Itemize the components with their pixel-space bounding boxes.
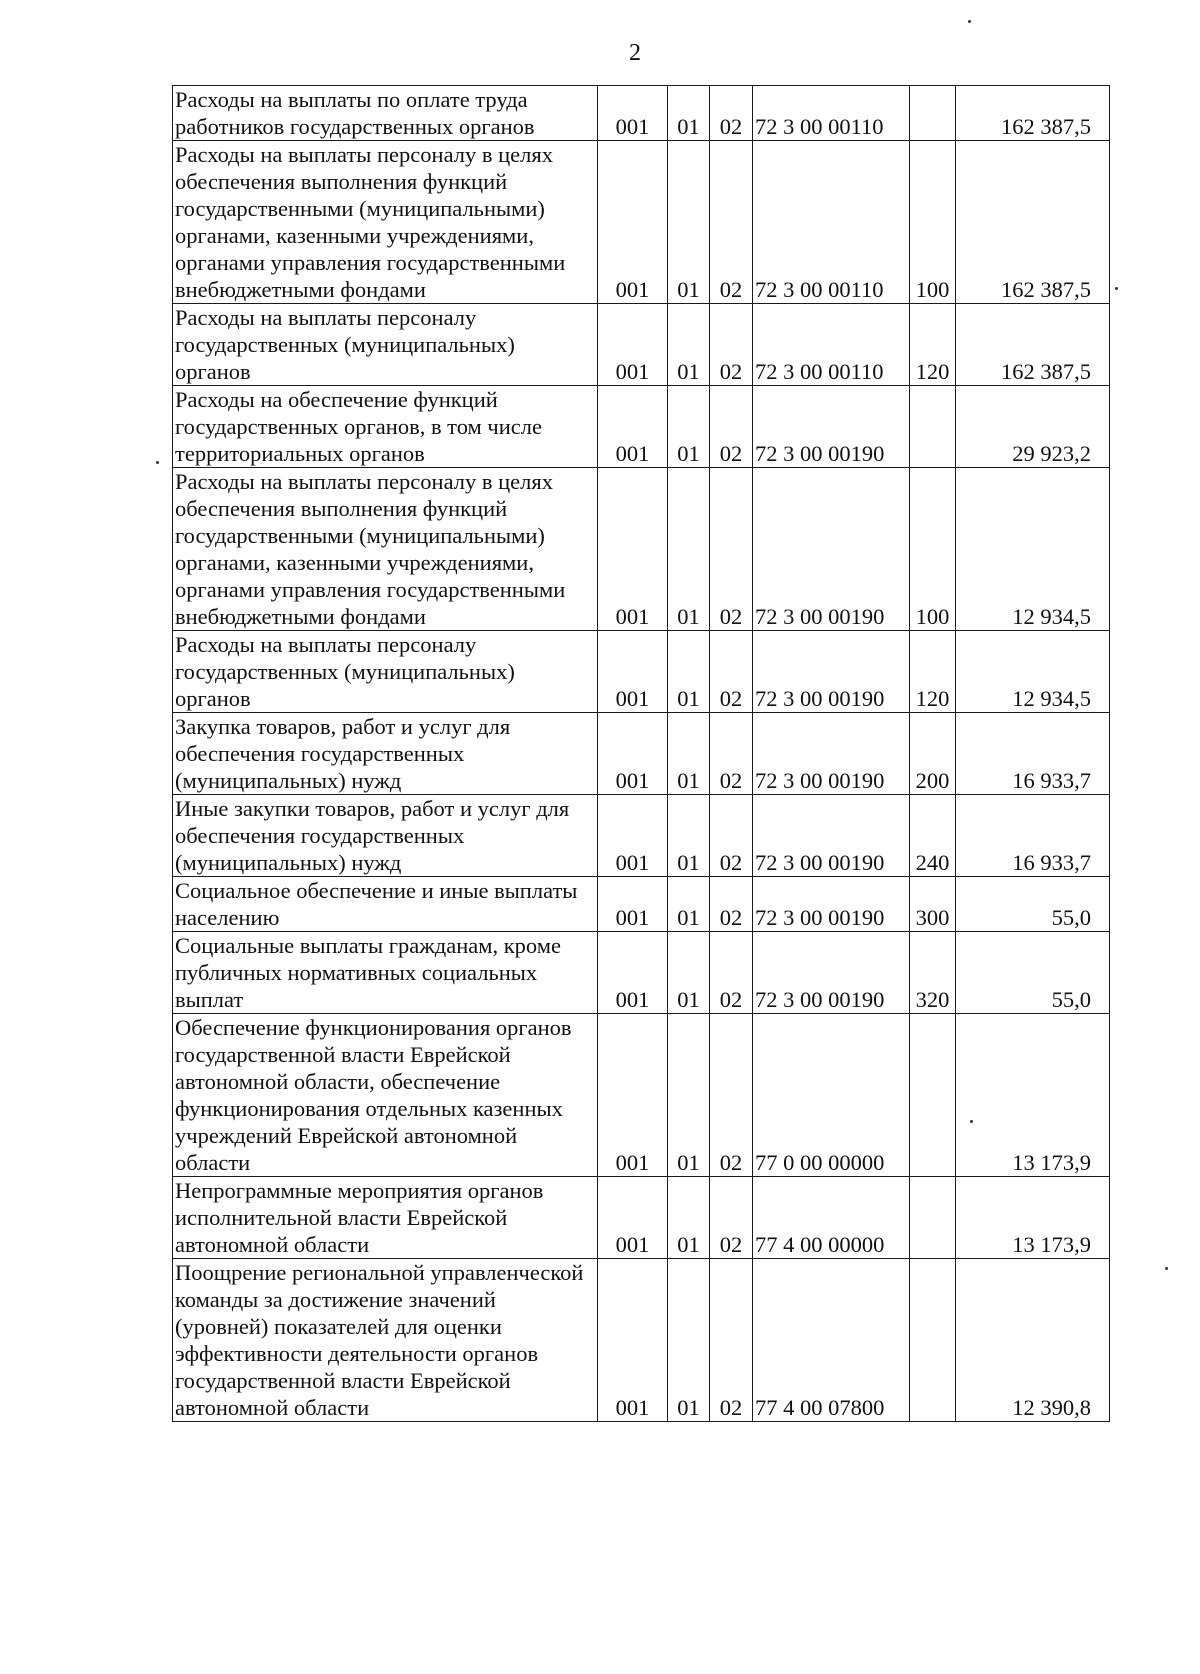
row-sum-cell: 55,0: [956, 877, 1110, 932]
row-pr-cell: 02: [710, 386, 753, 468]
row-vr-cell: 200: [910, 713, 956, 795]
row-pr-cell: 02: [710, 713, 753, 795]
row-csr-cell: 72 3 00 00110: [753, 86, 910, 141]
row-sum-cell: 12 934,5: [956, 631, 1110, 713]
table-row: [173, 713, 1110, 795]
scan-speck: [1165, 1267, 1168, 1270]
row-sum-cell: 162 387,5: [956, 86, 1110, 141]
row-rz-cell: 01: [668, 86, 710, 141]
row-name-cell: Закупка товаров, работ и услуг для обеспечения государственных (муниципальных) нужд: [173, 713, 598, 795]
row-pr-cell: 02: [710, 877, 753, 932]
row-grbs-cell: 001: [598, 304, 668, 386]
row-pr-cell: 02: [710, 141, 753, 304]
row-vr-cell: [910, 86, 956, 141]
table-row: [173, 795, 1110, 877]
row-csr-cell: 72 3 00 00110: [753, 304, 910, 386]
row-sum-cell: 162 387,5: [956, 304, 1110, 386]
row-name-cell: Расходы на выплаты персоналу в целях обеспечения выполнения функций государственными (муниципальными) органами, казенными учреждениями, органами управления государственными внебюджетными фондами: [173, 468, 598, 631]
row-csr-cell: 72 3 00 00190: [753, 468, 910, 631]
table-row: [173, 141, 1110, 304]
table-row: [173, 386, 1110, 468]
row-rz-cell: 01: [668, 795, 710, 877]
row-name-cell: Поощрение региональной управленческой команды за достижение значений (уровней) показателей для оценки эффективности деятельности органов государственной власти Еврейской автономной области: [173, 1259, 598, 1422]
row-pr-cell: 02: [710, 631, 753, 713]
row-pr-cell: 02: [710, 1177, 753, 1259]
row-csr-cell: 77 4 00 00000: [753, 1177, 910, 1259]
table-row: [173, 468, 1110, 631]
row-pr-cell: 02: [710, 932, 753, 1014]
row-grbs-cell: 001: [598, 631, 668, 713]
row-sum-cell: 13 173,9: [956, 1177, 1110, 1259]
row-grbs-cell: 001: [598, 468, 668, 631]
scan-speck: [970, 1120, 973, 1123]
row-grbs-cell: 001: [598, 386, 668, 468]
row-vr-cell: [910, 386, 956, 468]
row-sum-cell: 162 387,5: [956, 141, 1110, 304]
row-name-cell: Обеспечение функционирования органов государственной власти Еврейской автономной области, обеспечение функционирования отдельных казенных учреждений Еврейской автономной области: [173, 1014, 598, 1177]
row-grbs-cell: 001: [598, 86, 668, 141]
row-name-cell: Расходы на выплаты персоналу государственных (муниципальных) органов: [173, 631, 598, 713]
row-pr-cell: 02: [710, 86, 753, 141]
row-name-cell: Социальное обеспечение и иные выплаты населению: [173, 877, 598, 932]
row-rz-cell: 01: [668, 468, 710, 631]
row-pr-cell: 02: [710, 1259, 753, 1422]
row-csr-cell: 72 3 00 00190: [753, 795, 910, 877]
row-vr-cell: [910, 1014, 956, 1177]
row-vr-cell: 320: [910, 932, 956, 1014]
row-sum-cell: 12 934,5: [956, 468, 1110, 631]
row-rz-cell: 01: [668, 304, 710, 386]
row-csr-cell: 77 4 00 07800: [753, 1259, 910, 1422]
row-rz-cell: 01: [668, 932, 710, 1014]
row-rz-cell: 01: [668, 1014, 710, 1177]
row-rz-cell: 01: [668, 1259, 710, 1422]
row-vr-cell: 120: [910, 631, 956, 713]
row-csr-cell: 77 0 00 00000: [753, 1014, 910, 1177]
row-sum-cell: 29 923,2: [956, 386, 1110, 468]
row-vr-cell: [910, 1259, 956, 1422]
row-name-cell: Расходы на выплаты персоналу в целях обеспечения выполнения функций государственными (муниципальными) органами, казенными учреждениями, органами управления государственными внебюджетными фондами: [173, 141, 598, 304]
table-row: [173, 304, 1110, 386]
row-csr-cell: 72 3 00 00190: [753, 932, 910, 1014]
scan-speck: [1115, 287, 1118, 290]
page-number: 2: [629, 40, 641, 66]
row-name-cell: Иные закупки товаров, работ и услуг для обеспечения государственных (муниципальных) нужд: [173, 795, 598, 877]
row-rz-cell: 01: [668, 1177, 710, 1259]
row-rz-cell: 01: [668, 386, 710, 468]
row-grbs-cell: 001: [598, 141, 668, 304]
row-sum-cell: 12 390,8: [956, 1259, 1110, 1422]
row-grbs-cell: 001: [598, 1177, 668, 1259]
row-csr-cell: 72 3 00 00190: [753, 713, 910, 795]
table-row: [173, 86, 1110, 141]
table-row: [173, 1259, 1110, 1422]
row-csr-cell: 72 3 00 00190: [753, 631, 910, 713]
row-vr-cell: 240: [910, 795, 956, 877]
row-name-cell: Расходы на выплаты по оплате труда работников государственных органов: [173, 86, 598, 141]
row-name-cell: Расходы на обеспечение функций государственных органов, в том числе территориальных органов: [173, 386, 598, 468]
table-row: [173, 631, 1110, 713]
row-pr-cell: 02: [710, 468, 753, 631]
row-sum-cell: 55,0: [956, 932, 1110, 1014]
row-rz-cell: 01: [668, 631, 710, 713]
row-grbs-cell: 001: [598, 932, 668, 1014]
table-body: [173, 86, 1110, 1422]
scan-speck: [968, 20, 971, 23]
row-grbs-cell: 001: [598, 795, 668, 877]
row-rz-cell: 01: [668, 141, 710, 304]
row-csr-cell: 72 3 00 00110: [753, 141, 910, 304]
table-row: [173, 877, 1110, 932]
row-csr-cell: 72 3 00 00190: [753, 386, 910, 468]
row-vr-cell: [910, 1177, 956, 1259]
row-pr-cell: 02: [710, 304, 753, 386]
row-vr-cell: 100: [910, 141, 956, 304]
row-vr-cell: 100: [910, 468, 956, 631]
scan-speck: [156, 461, 159, 464]
row-name-cell: Расходы на выплаты персоналу государственных (муниципальных) органов: [173, 304, 598, 386]
row-csr-cell: 72 3 00 00190: [753, 877, 910, 932]
row-sum-cell: 13 173,9: [956, 1014, 1110, 1177]
table-row: [173, 932, 1110, 1014]
budget-table: [172, 85, 1110, 1422]
row-rz-cell: 01: [668, 877, 710, 932]
row-name-cell: Непрограммные мероприятия органов исполнительной власти Еврейской автономной области: [173, 1177, 598, 1259]
row-rz-cell: 01: [668, 713, 710, 795]
table-row: [173, 1014, 1110, 1177]
row-grbs-cell: 001: [598, 1259, 668, 1422]
row-pr-cell: 02: [710, 1014, 753, 1177]
table-row: [173, 1177, 1110, 1259]
row-grbs-cell: 001: [598, 877, 668, 932]
row-vr-cell: 300: [910, 877, 956, 932]
row-sum-cell: 16 933,7: [956, 795, 1110, 877]
row-pr-cell: 02: [710, 795, 753, 877]
row-grbs-cell: 001: [598, 713, 668, 795]
row-vr-cell: 120: [910, 304, 956, 386]
row-name-cell: Социальные выплаты гражданам, кроме публичных нормативных социальных выплат: [173, 932, 598, 1014]
row-sum-cell: 16 933,7: [956, 713, 1110, 795]
row-grbs-cell: 001: [598, 1014, 668, 1177]
